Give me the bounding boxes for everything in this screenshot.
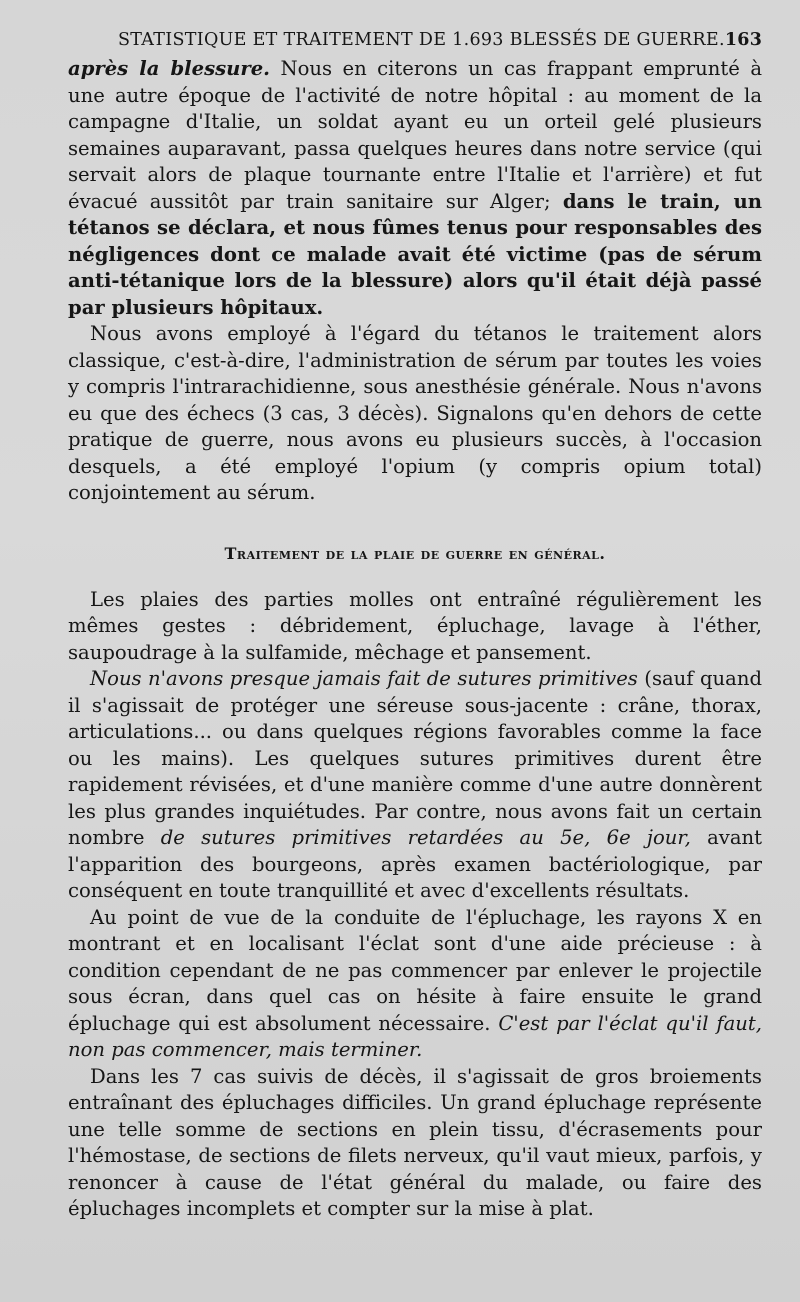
section-heading: Traitement de la plaie de guerre en général. <box>224 543 606 563</box>
paragraph-italic-text: C'est par l'éclat qu'il faut, non pas commencer, mais terminer. <box>68 1011 762 1061</box>
paragraph-italic-text: de sutures primitives retardées au 5e, 6e jour, <box>160 826 691 849</box>
paragraph-sutures <box>68 666 762 905</box>
paragraph-soft-tissue: Les plaies des parties molles ont entraîné régulièrement les mêmes gestes : débridement, épluchage, lavage à l'éther, saupoudrage à la sulfamide, mêchage et pansement. <box>68 587 762 664</box>
paragraph-text: Au point de vue de la conduite de l'épluchage, les rayons X en montrant et en localisant l'éclat sont d'une aide précieuse : à condition cependant de ne pas commencer par enlever le projectile sous écran, dans quel cas on hésite à faire ensuite le grand épluchage qui est absolument nécessaire. <box>68 905 762 1035</box>
paragraph-tetanus-case <box>68 56 762 321</box>
paragraph-deaths: Dans les 7 cas suivis de décès, il s'agissait de gros broiements entraînant des épluchages difficiles. Un grand épluchage représente une telle somme de sections en plein tissu, d'écrasements pour l'hémostase, de sections de filets nerveux, qu'il vaut mieux, parfois, y renoncer à cause de l'état général du malade, ou faire des épluchages incomplets et compter sur la mise à plat. <box>68 1064 762 1220</box>
paragraph-xray <box>68 905 762 1064</box>
paragraph-tetanus-treatment: Nous avons employé à l'égard du tétanos le traitement alors classique, c'est-à-dire, l'administration de sérum par toutes les voies y compris l'intrarachidienne, sous anesthésie générale. Nous n'avons eu que des échecs (3 cas, 3 décès). Signalons qu'en dehors de cette pratique de guerre, nous avons eu plusieurs succès, à l'occasion desquels, a été employé l'opium (y compris opium total) conjointement au sérum. <box>68 322 762 504</box>
paragraph-text: avant l'apparition des bourgeons, après examen bactériologique, par conséquent en toute tranquillité et avec d'excellents résultats. <box>68 826 763 902</box>
paragraph-text: Nous en citerons un cas frappant emprunté à une autre époque de l'activité de notre hôpital : au moment de la campagne d'Italie, un soldat ayant eu un orteil gelé plusieurs semaines auparavant, passa quelques heures dans notre service (qui servait alors de plaque tournante entre l'Italie et l'arrière) et fut évacué aussitôt par train sanitaire sur Alger; <box>68 57 762 213</box>
paragraph-text: (sauf quand il s'agissait de protéger une séreuse sous-jacente : crâne, thorax, articulations... ou dans quelques régions favorables comme la face ou les mains). Les quelques sutures primitives durent être rapidement révisées, et d'une manière comme d'une autre donnèrent les plus grandes inquiétudes. Par contre, nous avons fait un certain nombre <box>68 667 762 849</box>
paragraph-lead-italic: Nous n'avons presque jamais fait de sutures primitives <box>90 667 638 690</box>
paragraph-lead-italic: après la blessure. <box>68 57 270 80</box>
page-number: 163 <box>724 30 763 50</box>
paragraph-bold-text: dans le train, un tétanos se déclara, et nous fûmes tenus pour responsables des négligences dont ce malade avait été victime (pas de sérum anti-tétanique lors de la blessure) alors qu'il était déjà passé par plusieurs hôpitaux. <box>68 189 762 319</box>
running-title: STATISTIQUE ET TRAITEMENT DE 1.693 BLESSÉS DE GUERRE. <box>118 30 725 50</box>
running-header <box>118 30 762 50</box>
